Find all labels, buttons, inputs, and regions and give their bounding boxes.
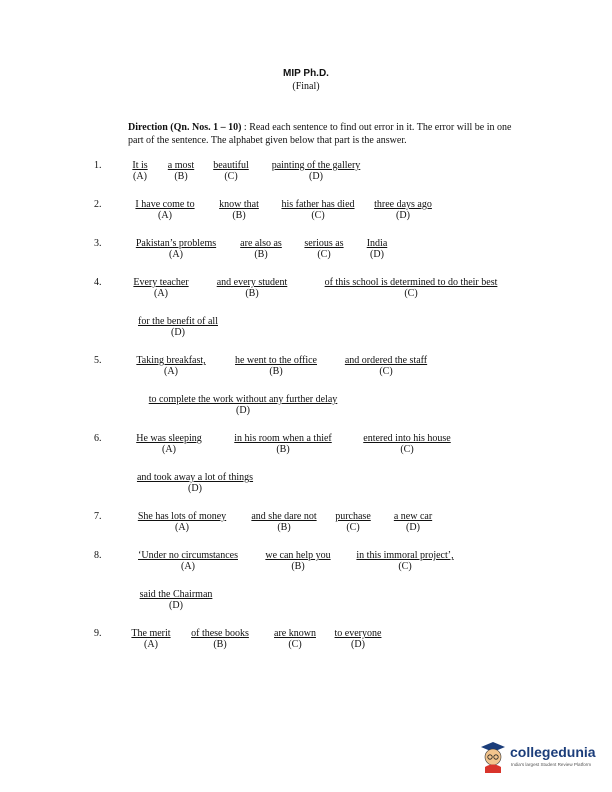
option-label: (A) <box>164 366 178 377</box>
option-label: (D) <box>351 639 365 650</box>
sentence-part <box>363 433 450 455</box>
sentence-part-text: for the benefit of all <box>138 316 218 327</box>
sentence-part-text: Every teacher <box>133 277 189 288</box>
sentence-part-text: in his room when a thief <box>234 433 332 444</box>
question-number: 9. <box>94 628 102 639</box>
sentence-part <box>367 238 388 260</box>
sentence-part <box>213 160 249 182</box>
question-number: 4. <box>94 277 102 288</box>
sentence-part-text: and took away a lot of things <box>136 472 254 483</box>
direction-lead: Direction (Qn. Nos. 1 – 10) <box>128 122 242 133</box>
sentence-part <box>138 550 238 572</box>
sentence-part-text: are known <box>274 628 316 639</box>
sentence-part-text: three days ago <box>374 199 432 210</box>
sentence-part <box>272 160 361 182</box>
option-label: (D) <box>169 600 183 611</box>
option-label: (A) <box>133 171 147 182</box>
option-label: (A) <box>169 249 183 260</box>
sentence-part <box>168 160 194 182</box>
option-label: (D) <box>236 405 250 416</box>
option-label: (A) <box>154 288 168 299</box>
logo-wordmark: collegedunia <box>510 744 596 760</box>
sentence-part-text: in this immoral project’, <box>356 550 454 561</box>
option-label: (B) <box>291 561 305 572</box>
option-label: (C) <box>404 288 418 299</box>
option-label: (C) <box>398 561 412 572</box>
sentence-part-text: he went to the office <box>234 355 318 366</box>
sentence-part-text: It is <box>132 160 148 171</box>
option-label: (D) <box>406 522 420 533</box>
sentence-part <box>234 433 331 455</box>
sentence-part <box>135 199 194 221</box>
sentence-part <box>274 628 316 650</box>
option-label: (B) <box>277 522 291 533</box>
sentence-part <box>136 355 205 377</box>
page-title: MIP Ph.D. <box>283 68 329 79</box>
sentence-part-text: Taking breakfast, <box>136 355 206 366</box>
option-label: (A) <box>181 561 195 572</box>
sentence-part <box>325 277 498 299</box>
sentence-part-text: his father has died <box>281 199 355 210</box>
option-label: (B) <box>213 639 227 650</box>
sentence-part <box>136 238 216 260</box>
option-label: (C) <box>288 639 302 650</box>
sentence-part <box>374 199 432 221</box>
option-label: (D) <box>309 171 323 182</box>
sentence-part-text: to everyone <box>334 628 382 639</box>
option-label: (B) <box>232 210 246 221</box>
sentence-part-text: painting of the gallery <box>271 160 361 171</box>
question-number: 5. <box>94 355 102 366</box>
question-number: 7. <box>94 511 102 522</box>
direction-paragraph <box>128 122 524 147</box>
sentence-part-text: and she dare not <box>251 511 317 522</box>
sentence-part <box>140 589 213 611</box>
option-label: (D) <box>188 483 202 494</box>
option-label: (C) <box>379 366 393 377</box>
question-number: 1. <box>94 160 102 171</box>
sentence-part-text: of this school is determined to do their best <box>324 277 498 288</box>
sentence-part <box>335 511 371 533</box>
sentence-part <box>281 199 354 221</box>
sentence-part <box>132 160 147 182</box>
option-label: (B) <box>254 249 268 260</box>
sentence-part <box>304 238 343 260</box>
sentence-part-text: entered into his house <box>363 433 451 444</box>
sentence-part <box>251 511 316 533</box>
sentence-part-text: purchase <box>335 511 371 522</box>
option-label: (C) <box>346 522 360 533</box>
sentence-part <box>136 433 202 455</box>
option-label: (A) <box>158 210 172 221</box>
sentence-part <box>265 550 330 572</box>
sentence-part-text: Pakistan’s problems <box>135 238 217 249</box>
sentence-part <box>335 628 382 650</box>
option-label: (B) <box>245 288 259 299</box>
sentence-part-text: of these books <box>191 628 249 639</box>
option-label: (A) <box>144 639 158 650</box>
question-number: 6. <box>94 433 102 444</box>
sentence-part-text: India <box>366 238 388 249</box>
option-label: (C) <box>400 444 414 455</box>
sentence-part <box>149 394 338 416</box>
direction-text: : Read each sentence to find out error in it. The error will be in one part of the sentence. The alphabet given below that part is the answer. <box>128 122 512 146</box>
option-label: (A) <box>162 444 176 455</box>
option-label: (C) <box>311 210 325 221</box>
sentence-part <box>217 277 288 299</box>
sentence-part <box>131 628 170 650</box>
sentence-part-text: He was sleeping <box>136 433 202 444</box>
option-label: (D) <box>171 327 185 338</box>
sentence-part-text: The merit <box>131 628 171 639</box>
option-label: (D) <box>396 210 410 221</box>
sentence-part <box>133 277 188 299</box>
option-label: (C) <box>224 171 238 182</box>
option-label: (B) <box>276 444 290 455</box>
option-label: (C) <box>317 249 331 260</box>
option-label: (B) <box>174 171 188 182</box>
option-label: (B) <box>269 366 283 377</box>
sentence-part-text: to complete the work without any further delay <box>148 394 338 405</box>
sentence-part <box>235 355 317 377</box>
sentence-part-text: beautiful <box>213 160 249 171</box>
logo-tagline: India's largest Student Review Platform <box>511 762 592 767</box>
student-mascot-icon <box>478 740 508 774</box>
option-label: (A) <box>175 522 189 533</box>
sentence-part <box>240 238 282 260</box>
page-subtitle: (Final) <box>292 81 320 92</box>
question-number: 8. <box>94 550 102 561</box>
sentence-part-text: know that <box>219 199 259 210</box>
sentence-part-text: I have come to <box>135 199 195 210</box>
sentence-part-text: a new car <box>393 511 433 522</box>
sentence-part <box>345 355 427 377</box>
question-number: 3. <box>94 238 102 249</box>
sentence-part <box>138 511 226 533</box>
sentence-part-text: said the Chairman <box>139 589 213 600</box>
sentence-part-text: and ordered the staff <box>344 355 428 366</box>
sentence-part-text: serious as <box>304 238 344 249</box>
sentence-part <box>394 511 432 533</box>
sentence-part <box>138 316 218 338</box>
sentence-part <box>137 472 253 494</box>
question-number: 2. <box>94 199 102 210</box>
sentence-part-text: ‘Under no circumstances <box>138 550 238 561</box>
sentence-part <box>191 628 249 650</box>
sentence-part-text: She has lots of money <box>137 511 227 522</box>
sentence-part-text: and every student <box>216 277 288 288</box>
sentence-part-text: we can help you <box>265 550 331 561</box>
sentence-part <box>356 550 453 572</box>
sentence-part <box>219 199 259 221</box>
collegedunia-logo <box>478 740 606 776</box>
sentence-part-text: are also as <box>240 238 282 249</box>
sentence-part-text: a most <box>167 160 195 171</box>
option-label: (D) <box>370 249 384 260</box>
